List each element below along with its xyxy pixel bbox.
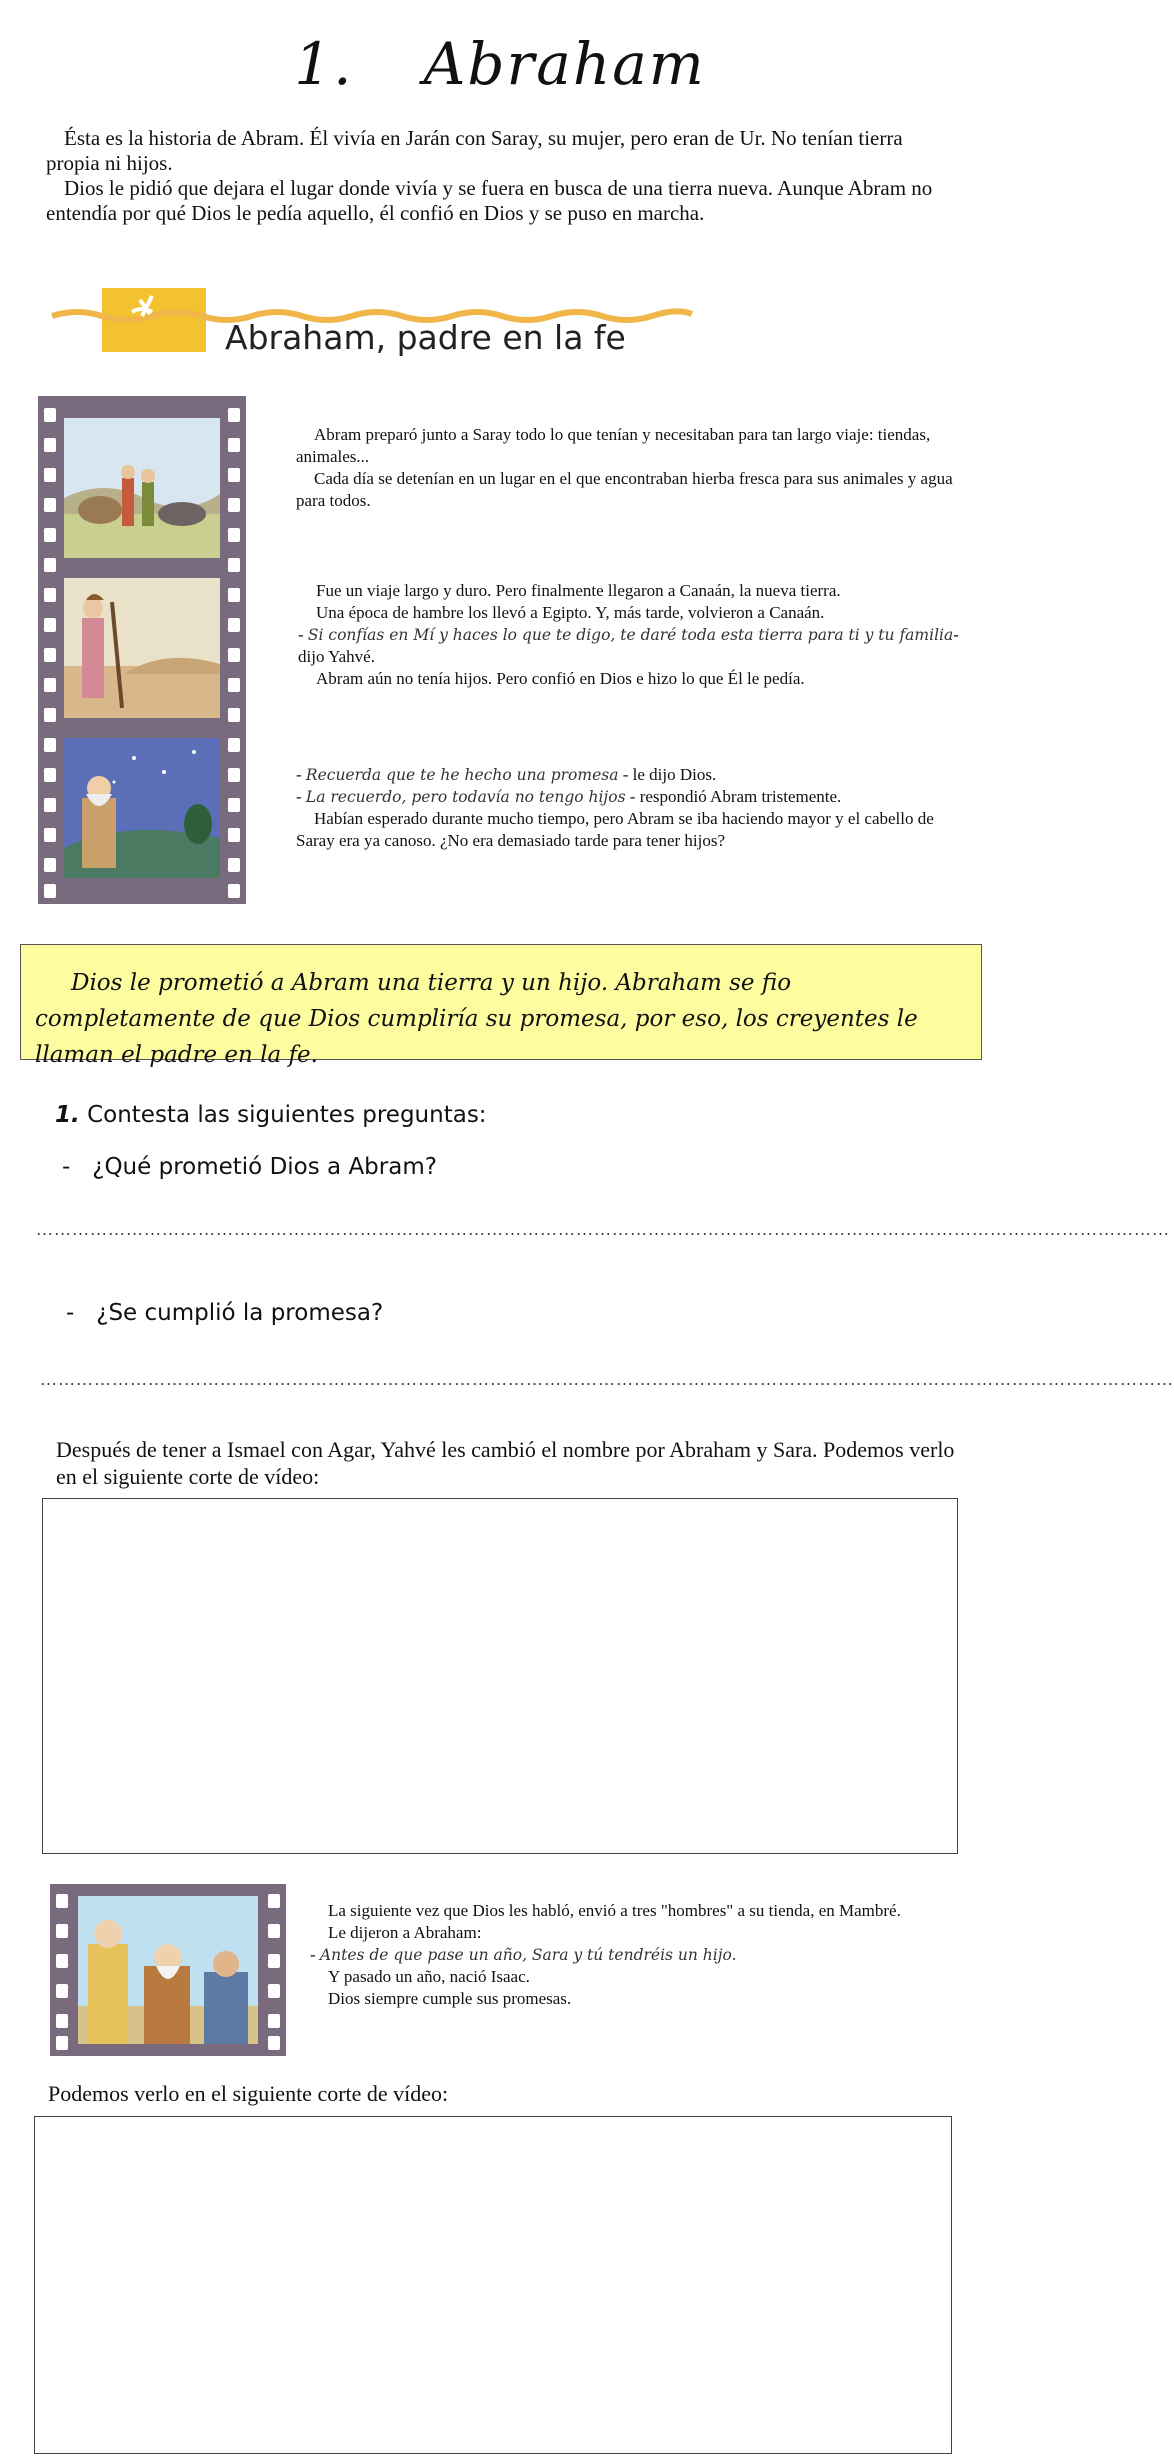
story-quote-tail: - dijo Yahvé.: [298, 625, 959, 666]
abram-staff-illustration: [64, 578, 220, 718]
dialogue-tail: - respondió Abram tristemente.: [625, 787, 842, 806]
story-paragraph: Le dijeron a Abraham:: [328, 1923, 482, 1942]
question-dash: -: [62, 1154, 71, 1180]
story-quote-line: - Antes de que pase un año, Sara y tú tendréis un hijo.: [310, 1945, 737, 1964]
intro-text: [46, 126, 946, 226]
exercise-number: 1.: [55, 1102, 80, 1128]
intro-paragraph-1: Ésta es la historia de Abram. Él vivía en Jarán con Saray, su mujer, pero eran de Ur. No tenían tierra propia ni hijos.: [46, 126, 903, 175]
exercise-heading: [55, 1102, 487, 1128]
story-quote-line: - Si confías en Mí y haces lo que te digo, te daré toda esta tierra para ti y tu familia- dijo Yahvé.: [298, 625, 959, 666]
story-paragraph: Fue un viaje largo y duro. Pero finalmente llegaron a Canaán, la nueva tierra.: [316, 581, 841, 600]
question-text: ¿Se cumplió la promesa?: [96, 1300, 384, 1326]
exercise-instruction: Contesta las siguientes preguntas:: [87, 1102, 487, 1128]
video-intro-text: Después de tener a Ismael con Agar, Yahvé les cambió el nombre por Abraham y Sara. Podemos verlo en el siguiente corte de vídeo:: [56, 1437, 955, 1489]
story-paragraph: Abram preparó junto a Saray todo lo que tenían y necesitaban para tan largo viaje: tiendas, animales...: [296, 425, 931, 466]
dialogue-line: - La recuerdo, pero todavía no tengo hijos - respondió Abram tristemente.: [296, 787, 842, 806]
question-2: [66, 1300, 383, 1326]
night-sky-illustration: [64, 738, 220, 878]
question-text: ¿Qué prometió Dios a Abram?: [92, 1154, 437, 1180]
story-paragraph: Una época de hambre los llevó a Egipto. Y, más tarde, volvieron a Canaán.: [316, 603, 825, 622]
dialogue-tail: - le dijo Dios.: [618, 765, 717, 784]
question-dash: -: [66, 1300, 75, 1326]
page-title: [0, 30, 1000, 98]
dialogue-quote: Recuerda que te he hecho una promesa: [305, 766, 619, 784]
video-embed-2[interactable]: [34, 2116, 952, 2454]
key-message-box: [20, 944, 982, 1068]
title-number: 1.: [294, 30, 354, 98]
story-quote: Antes de que pase un año, Sara y tú tendréis un hijo.: [319, 1946, 737, 1964]
caravan-illustration: [64, 418, 220, 558]
story-block-1: [296, 424, 956, 512]
answer-line-2[interactable]: ………………………………………………………………………………………………………………………………………………………………………: [40, 1370, 1174, 1389]
dialogue-quote: La recuerdo, pero todavía no tengo hijos: [305, 788, 626, 806]
visitors-illustration: [78, 1896, 258, 2044]
story-paragraph: Dios siempre cumple sus promesas.: [328, 1989, 572, 2008]
story-block-4: [310, 1900, 960, 2010]
dialogue-line: - Recuerda que te he hecho una promesa - le dijo Dios.: [296, 765, 717, 784]
film-strip-2: [50, 1884, 286, 2056]
story-block-3: [296, 764, 972, 852]
title-text: Abraham: [423, 30, 706, 98]
story-paragraph: Y pasado un año, nació Isaac.: [328, 1967, 530, 1986]
story-block-2: [298, 580, 968, 690]
banner-label: Abraham, padre en la fe: [225, 318, 626, 357]
film-strip: [38, 396, 246, 904]
story-paragraph: Abram aún no tenía hijos. Pero confió en Dios e hizo lo que Él le pedía.: [316, 669, 805, 688]
key-message-text: Dios le prometió a Abram una tierra y un hijo. Abraham se fio completamente de que Dios cumpliría su promesa, por eso, los creyentes le llaman el padre en la fe.: [35, 970, 918, 1068]
intro-paragraph-2: Dios le pidió que dejara el lugar donde vivía y se fuera en busca de una tierra nueva. Aunque Abram no entendía por qué Dios le pedía aquello, él confió en Dios y se puso en marcha.: [46, 176, 933, 225]
story-quote: Si confías en Mí y haces lo que te digo, te daré toda esta tierra para ti y tu familia: [307, 626, 954, 644]
story-paragraph: Habían esperado durante mucho tiempo, pero Abram se iba haciendo mayor y el cabello de Saray era ya canoso. ¿No era demasiado tarde para tener hijos?: [296, 809, 934, 850]
story-paragraph: Cada día se detenían en un lugar en el que encontraban hierba fresca para sus animales y agua para todos.: [296, 469, 953, 510]
story-paragraph: La siguiente vez que Dios les habló, envió a tres "hombres" a su tienda, en Mambré.: [328, 1901, 901, 1920]
question-1: [62, 1154, 437, 1180]
answer-line-1[interactable]: ………………………………………………………………………………………………………………………………………………………………………: [36, 1220, 1170, 1239]
video-caption-2: Podemos verlo en el siguiente corte de vídeo:: [48, 2081, 449, 2106]
video-embed-1[interactable]: [42, 1498, 958, 1854]
